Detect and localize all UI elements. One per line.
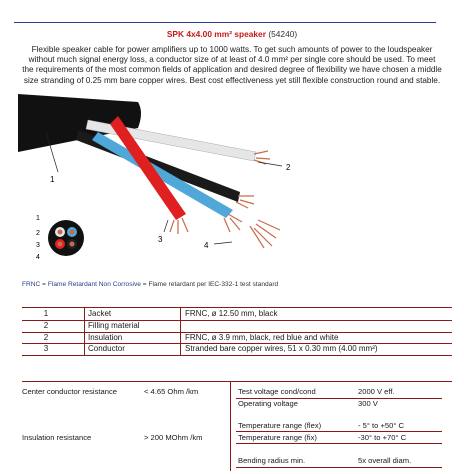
callout-2: 2 (286, 163, 291, 172)
callout-4: 4 (204, 241, 209, 250)
spec-value: 2000 V eff. (358, 387, 395, 396)
intro-paragraph: Flexible speaker cable for power amplifiers up to 1000 watts. To get such amounts of power to the loudspeaker without much signal energy loss, a conductor size of at least of 4.0 mm² per single core should be used. To meet the requirements of the most common fields of application and desired degree of flexibility we have chosen a middle size stranding of 0.25 mm bare copper wires. Best cost effectiveness yet still flexible construction round and stable. (22, 45, 442, 85)
elec-value: < 4.65 Ohm /km (144, 387, 199, 396)
note-rest: = Flame retardant per IEC-332-1 test standard (140, 281, 279, 288)
cable-photo (18, 92, 308, 282)
table-col-sep (180, 307, 181, 355)
row-name: Insulation (88, 333, 123, 342)
spec-rule (236, 467, 442, 468)
product-title: SPK 4x4.00 mm² speaker (166, 29, 266, 39)
row-name: Conductor (88, 344, 125, 353)
row-value: FRNC, ø 3.9 mm, black, red blue and white (185, 333, 339, 342)
callout-3: 3 (158, 235, 163, 244)
note-frnc: FRNC (22, 281, 41, 288)
spec-value: - 5° to +50° C (358, 421, 404, 430)
row-num: 1 (43, 309, 49, 318)
xs-label-3: 3 (36, 242, 40, 249)
spec-rule (236, 431, 442, 432)
row-num: 2 (43, 333, 49, 342)
xs-label-1: 1 (36, 215, 40, 222)
note-flame: Flame Retardant Non Corrosive (47, 281, 141, 288)
xs-label-4: 4 (36, 254, 40, 261)
spec-rule (236, 443, 442, 444)
row-value: FRNC, ø 12.50 mm, black (185, 309, 278, 318)
elec-label: Insulation resistance (22, 433, 92, 442)
table-rule-top (22, 307, 452, 308)
spec-col-sep (230, 381, 231, 471)
spec-label: Test voltage cond/cond (238, 387, 316, 396)
copper-strands (170, 151, 280, 248)
elec-value: > 200 MOhm /km (144, 433, 203, 442)
frnc-note (22, 281, 278, 288)
top-rule (14, 22, 436, 23)
table-row (22, 321, 452, 331)
note-equals: = (40, 281, 48, 288)
spec-label: Temperature range (fix) (238, 433, 317, 442)
table-rule-bottom (22, 355, 452, 356)
product-code: (54240) (268, 29, 298, 39)
spec-rule-top (22, 381, 452, 382)
callout-1: 1 (50, 175, 55, 184)
spec-label: Operating voltage (238, 399, 298, 408)
table-row (22, 333, 452, 343)
row-name: Jacket (88, 309, 112, 318)
row-num: 3 (43, 344, 49, 353)
spec-label: Bending radius min. (238, 456, 306, 465)
elec-label: Center conductor resistance (22, 387, 117, 396)
row-value: Stranded bare copper wires, 51 x 0.30 mm (4.00 mm²) (185, 344, 378, 353)
cross-section (48, 220, 84, 256)
spec-value: 300 V (358, 399, 378, 408)
spec-value: -30° to +70° C (358, 433, 407, 442)
row-name: Filling material (88, 321, 140, 330)
spec-label: Temperature range (flex) (238, 421, 322, 430)
table-row (22, 344, 452, 354)
table-col-sep (84, 307, 85, 355)
spec-value: 5x overall diam. (358, 456, 412, 465)
row-num: 2 (43, 321, 49, 330)
page-title (0, 29, 464, 39)
xs-label-2: 2 (36, 230, 40, 237)
table-row (22, 309, 452, 319)
